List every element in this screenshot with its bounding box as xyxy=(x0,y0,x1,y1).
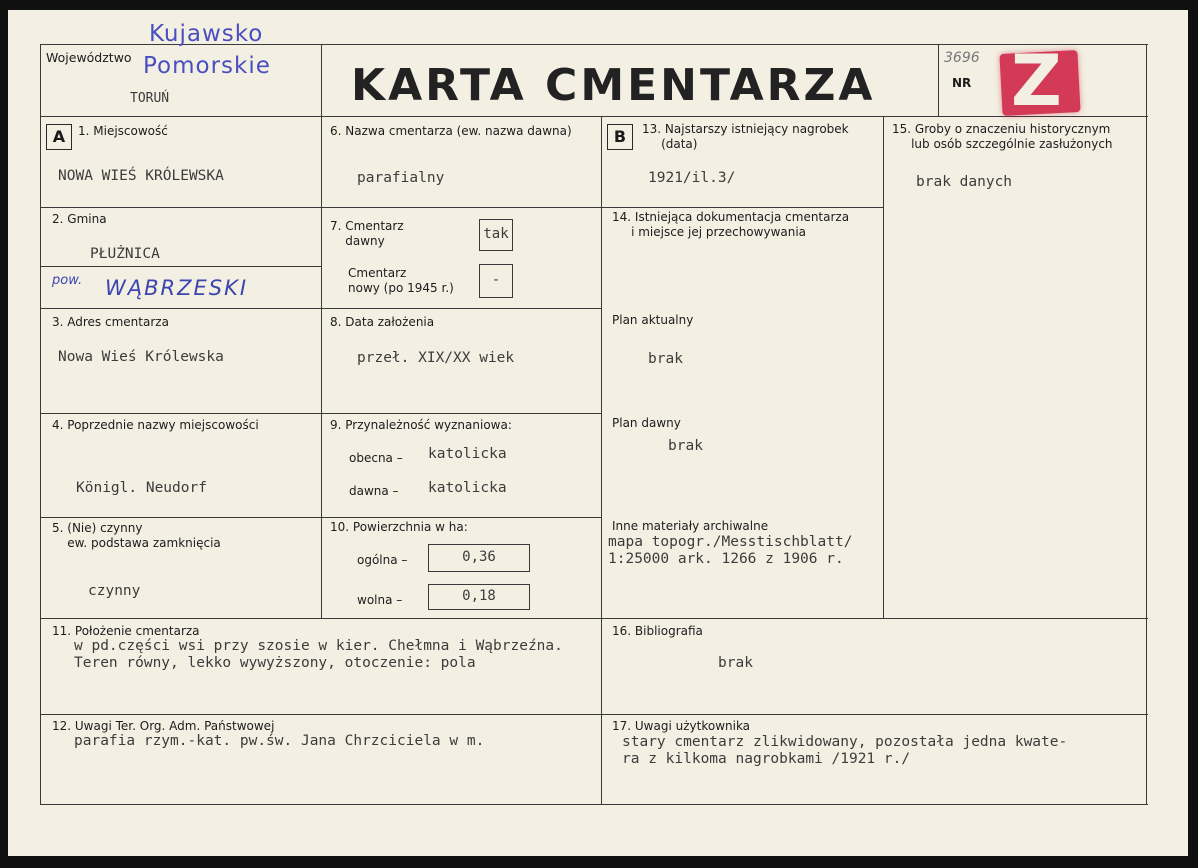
card-title: KARTA CMENTARZA xyxy=(351,60,876,111)
field-2-label: 2. Gmina xyxy=(52,212,107,226)
field-1-value: NOWA WIEŚ KRÓLEWSKA xyxy=(58,168,224,184)
rule-row3 xyxy=(40,413,602,414)
field-17-value: stary cmentarz zlikwidowany, pozostała jedna kwate- ra z kilkoma nagrobkami /1921 r./ xyxy=(622,734,1068,767)
field-4-value: Königl. Neudorf xyxy=(76,480,207,496)
rule-col1 xyxy=(321,116,322,618)
rule-header-bottom xyxy=(40,116,1148,117)
rule-header-v2 xyxy=(938,44,939,116)
section-a-marker: A xyxy=(46,124,72,150)
field-15-label: 15. Groby o znaczeniu historycznym lub osób szczególnie zasłużonych xyxy=(892,122,1113,151)
rule-row4 xyxy=(40,517,602,518)
torun-value: TORUŃ xyxy=(130,91,170,106)
field-11-value: w pd.części wsi przy szosie w kier. Chełmna i Wąbrzeźna. Teren równy, lekko wywyższony, otoczenie: pola xyxy=(74,638,563,671)
field-10-ogolna-box: 0,36 xyxy=(428,544,530,572)
pow-label: pow. xyxy=(52,273,83,288)
field-9-dawna-label: dawna – xyxy=(349,484,399,498)
field-5-value: czynny xyxy=(88,583,141,599)
rule-left xyxy=(40,44,41,804)
field-7-nowy-box: - xyxy=(479,264,513,298)
field-2-value: PŁUŻNICA xyxy=(90,246,160,262)
field-9-dawna-value: katolicka xyxy=(428,480,507,496)
inne-materialy-label: Inne materiały archiwalne xyxy=(612,519,769,533)
rule-header-v1 xyxy=(321,44,322,116)
field-7-label-nowy: Cmentarz nowy (po 1945 r.) xyxy=(348,266,454,295)
field-10-label: 10. Powierzchnia w ha: xyxy=(330,520,468,534)
plan-dawny-value: brak xyxy=(668,438,703,454)
field-9-label: 9. Przynależność wyznaniowa: xyxy=(330,418,512,432)
field-6-value: parafialny xyxy=(357,170,445,186)
nr-pencil-note: 3696 xyxy=(944,50,980,66)
rule-row1 xyxy=(40,207,322,208)
field-15-value: brak danych xyxy=(916,174,1013,190)
field-9-obecna-label: obecna – xyxy=(349,451,403,465)
rule-col3 xyxy=(883,116,884,618)
field-8-label: 8. Data założenia xyxy=(330,315,435,329)
red-z-letter: Z xyxy=(1011,40,1062,122)
rule-col2 xyxy=(601,116,602,804)
field-13-value: 1921/il.3/ xyxy=(648,170,736,186)
cemetery-record-card xyxy=(8,10,1188,856)
field-10-ogolna-label: ogólna – xyxy=(357,553,408,567)
pow-value: WĄBRZESKI xyxy=(105,276,249,300)
nr-label: NR xyxy=(952,76,972,90)
rule-col6-7 xyxy=(321,207,603,208)
field-3-value: Nowa Wieś Królewska xyxy=(58,349,224,365)
rule-row-pow xyxy=(40,266,322,267)
field-11-label: 11. Położenie cmentarza xyxy=(52,624,200,638)
field-14-label: 14. Istniejąca dokumentacja cmentarza i miejsce jej przechowywania xyxy=(612,210,850,239)
rule-row6 xyxy=(40,714,1148,715)
voivodeship-stamp-line2: Pomorskie xyxy=(143,53,271,79)
wojewodztwo-label: Województwo xyxy=(46,50,132,65)
field-12-value: parafia rzym.-kat. pw.św. Jana Chrzciciela w m. xyxy=(74,733,485,749)
plan-dawny-label: Plan dawny xyxy=(612,416,681,430)
field-8-value: przeł. XIX/XX wiek xyxy=(357,350,515,366)
field-12-label: 12. Uwagi Ter. Org. Adm. Państwowej xyxy=(52,719,275,733)
rule-row5 xyxy=(40,618,1148,619)
plan-aktualny-label: Plan aktualny xyxy=(612,313,694,327)
rule-col13-14 xyxy=(601,207,883,208)
rule-bottom xyxy=(40,804,1148,805)
rule-row2 xyxy=(40,308,602,309)
field-5-label: 5. (Nie) czynny ew. podstawa zamknięcia xyxy=(52,521,221,550)
plan-aktualny-value: brak xyxy=(648,351,683,367)
field-9-obecna-value: katolicka xyxy=(428,446,507,462)
section-b-marker: B xyxy=(607,124,633,150)
field-10-wolna-box: 0,18 xyxy=(428,584,530,610)
field-10-wolna-label: wolna – xyxy=(357,593,403,607)
field-7-dawny-box: tak xyxy=(479,219,513,251)
voivodeship-stamp-line1: Kujawsko xyxy=(149,21,264,47)
field-6-label: 6. Nazwa cmentarza (ew. nazwa dawna) xyxy=(330,124,572,138)
field-17-label: 17. Uwagi użytkownika xyxy=(612,719,751,733)
field-13-label: 13. Najstarszy istniejący nagrobek (data) xyxy=(642,122,849,151)
field-16-value: brak xyxy=(718,655,753,671)
field-16-label: 16. Bibliografia xyxy=(612,624,703,638)
field-1-label: 1. Miejscowość xyxy=(78,124,168,138)
rule-right xyxy=(1146,44,1147,804)
field-4-label: 4. Poprzednie nazwy miejscowości xyxy=(52,418,259,432)
field-7-label-dawny: 7. Cmentarz dawny xyxy=(330,219,404,248)
field-3-label: 3. Adres cmentarza xyxy=(52,315,169,329)
inne-materialy-value: mapa topogr./Messtischblatt/ 1:25000 ark. 1266 z 1906 r. xyxy=(608,534,853,567)
